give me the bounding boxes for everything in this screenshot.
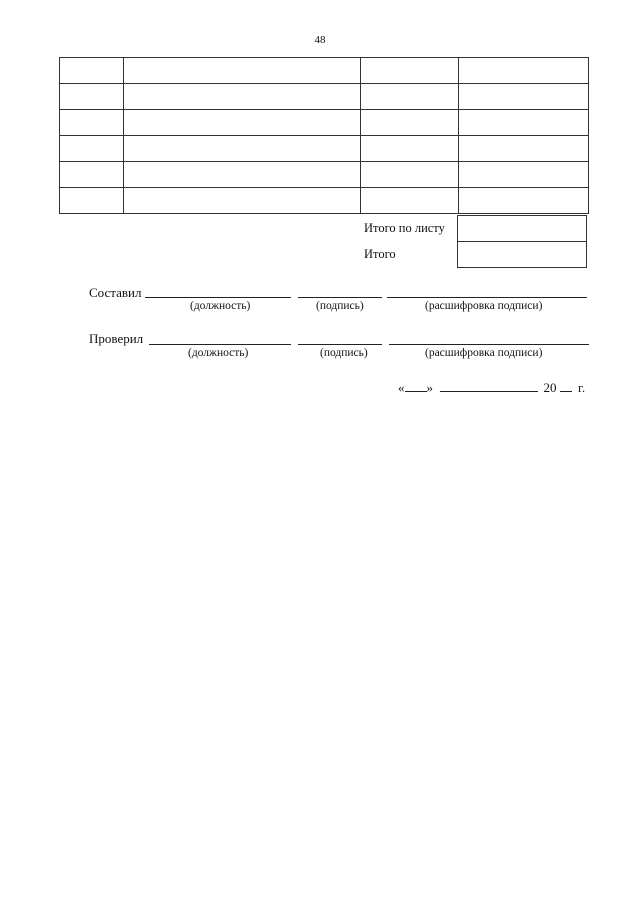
compiled-decoding-line[interactable] — [387, 297, 587, 298]
table-row — [60, 110, 589, 136]
table-cell[interactable] — [124, 136, 361, 162]
year-field[interactable] — [560, 379, 572, 392]
table-cell[interactable] — [361, 84, 459, 110]
date-close-quote: » — [426, 380, 433, 395]
compiled-decoding-hint: (расшифровка подписи) — [425, 300, 543, 312]
checked-signature-line[interactable] — [298, 344, 382, 345]
table-row — [60, 162, 589, 188]
date-line — [398, 379, 585, 396]
table-cell[interactable] — [361, 136, 459, 162]
checked-decoding-hint: (расшифровка подписи) — [425, 347, 543, 359]
month-field[interactable] — [440, 379, 538, 392]
table-cell[interactable] — [124, 110, 361, 136]
compiled-position-hint: (должность) — [190, 300, 251, 312]
table-cell[interactable] — [361, 58, 459, 84]
table-cell[interactable] — [60, 110, 124, 136]
table-cell[interactable] — [459, 84, 589, 110]
compiled-position-line[interactable] — [145, 297, 291, 298]
checked-signature-hint: (подпись) — [320, 347, 368, 359]
checked-decoding-line[interactable] — [389, 344, 589, 345]
table-cell[interactable] — [459, 162, 589, 188]
total-per-sheet-field[interactable] — [457, 215, 587, 242]
table-row — [60, 58, 589, 84]
compiled-by-label: Составил — [89, 285, 142, 300]
day-field[interactable] — [405, 379, 427, 392]
checked-position-hint: (должность) — [188, 347, 249, 359]
table-row — [60, 84, 589, 110]
year-prefix: 20 — [543, 380, 557, 395]
table-cell[interactable] — [60, 84, 124, 110]
table-cell[interactable] — [124, 58, 361, 84]
table-cell[interactable] — [459, 136, 589, 162]
table-cell[interactable] — [60, 188, 124, 214]
table-cell[interactable] — [124, 84, 361, 110]
table-row — [60, 188, 589, 214]
table-cell[interactable] — [361, 188, 459, 214]
data-table — [59, 57, 589, 214]
page-number: 48 — [314, 34, 326, 46]
table-cell[interactable] — [60, 136, 124, 162]
table-body — [60, 58, 589, 214]
table-cell[interactable] — [361, 110, 459, 136]
checked-position-line[interactable] — [149, 344, 291, 345]
table-cell[interactable] — [124, 162, 361, 188]
table-row — [60, 136, 589, 162]
table-cell[interactable] — [459, 58, 589, 84]
compiled-signature-line[interactable] — [298, 297, 382, 298]
grand-total-field[interactable] — [457, 241, 587, 268]
compiled-signature-hint: (подпись) — [316, 300, 364, 312]
grand-total-label: Итого — [364, 247, 396, 261]
table-cell[interactable] — [361, 162, 459, 188]
table-cell[interactable] — [60, 162, 124, 188]
date-open-quote: « — [398, 380, 405, 395]
table-cell[interactable] — [124, 188, 361, 214]
checked-by-label: Проверил — [89, 331, 144, 346]
table-cell[interactable] — [459, 188, 589, 214]
total-per-sheet-label: Итого по листу — [364, 221, 445, 235]
table-cell[interactable] — [459, 110, 589, 136]
year-suffix: г. — [578, 380, 586, 395]
table-cell[interactable] — [60, 58, 124, 84]
